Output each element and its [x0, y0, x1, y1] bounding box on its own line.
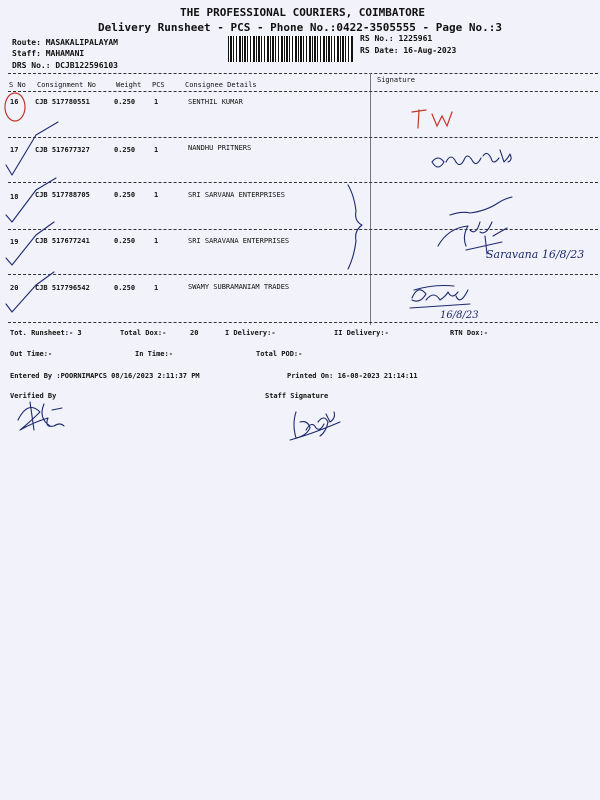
total-dox-label: Total Dox:- — [120, 329, 167, 337]
row-weight: 0.250 — [114, 237, 136, 245]
col-sno: S No — [9, 81, 26, 89]
tot-runsheet: Tot. Runsheet:- 3 — [10, 329, 82, 337]
col-consignee: Consignee Details — [185, 81, 257, 89]
runsheet-subtitle: Delivery Runsheet - PCS - Phone No.:0422-3505555 - Page No.:3 — [98, 21, 502, 34]
col-weight: Weight — [116, 81, 142, 89]
i-delivery-label: I Delivery:- — [225, 329, 276, 337]
printed-on: Printed On: 16-08-2023 21:14:11 — [287, 372, 418, 380]
row-consignee: SWAMY SUBRAMANIAM TRADES — [188, 283, 290, 291]
col-signature: Signature — [377, 76, 415, 84]
row-consignment: CJB 517788705 — [35, 191, 90, 199]
row-sno: 20 — [10, 284, 19, 292]
rs-date: RS Date: 16-Aug-2023 — [360, 46, 457, 55]
staff-label: Staff: MAHAMANI — [12, 49, 85, 58]
rs-number: RS No.: 1225961 — [360, 34, 433, 43]
row-consignee: SENTHIL KUMAR — [188, 98, 243, 106]
staff-signature — [290, 412, 340, 440]
ii-delivery-label: II Delivery:- — [334, 329, 389, 337]
verified-by-signature — [18, 402, 64, 430]
row-pcs: 1 — [154, 191, 159, 199]
row-pcs: 1 — [154, 98, 159, 106]
row16-signature — [412, 110, 452, 128]
row-consignment: CJB 517796542 — [35, 284, 90, 292]
verified-by-label: Verified By — [10, 392, 57, 400]
entered-by: Entered By :POORNIMAPCS 08/16/2023 2:11:37 PM — [10, 372, 200, 380]
total-pod-label: Total POD:- — [256, 350, 303, 358]
row-consignee: NANDHU PRITNERS — [188, 144, 252, 152]
row-consignee: SRI SARVANA ENTERPRISES — [188, 191, 285, 199]
row-sno: 17 — [10, 146, 19, 154]
route-label: Route: MASAKALIPALAYAM — [12, 38, 118, 47]
row20-signature — [410, 286, 470, 309]
row-sno: 19 — [10, 238, 19, 246]
row-pcs: 1 — [154, 237, 159, 245]
rtn-dox-label: RTN Dox:- — [450, 329, 488, 337]
row20-signature-date: 16/8/23 — [440, 310, 479, 321]
row-pcs: 1 — [154, 284, 159, 292]
col-pcs: PCS — [152, 81, 165, 89]
in-time-label: In Time:- — [135, 350, 173, 358]
drs-label: DRS No.: DCJB122596103 — [12, 61, 118, 70]
row-consignee: SRI SARAVANA ENTERPRISES — [188, 237, 290, 245]
row18-19-signature-text: Saravana 16/8/23 — [486, 248, 585, 261]
out-time-label: Out Time:- — [10, 350, 53, 358]
tick-mark — [6, 222, 54, 265]
col-consignment: Consignment No — [37, 81, 97, 89]
row18-19-signature — [438, 197, 512, 254]
row-weight: 0.250 — [114, 146, 136, 154]
brace-mark — [348, 185, 362, 269]
row-weight: 0.250 — [114, 98, 136, 106]
tick-mark — [6, 272, 54, 312]
row-consignment: CJB 517677327 — [35, 146, 90, 154]
row-weight: 0.250 — [114, 284, 136, 292]
row-consignment: CJB 517780551 — [35, 98, 90, 106]
total-dox-value: 20 — [190, 329, 199, 337]
row-sno: 16 — [10, 98, 19, 106]
tick-mark — [6, 122, 58, 175]
row-weight: 0.250 — [114, 191, 136, 199]
row-consignment: CJB 517677241 — [35, 237, 90, 245]
company-title: THE PROFESSIONAL COURIERS, COIMBATORE — [180, 6, 426, 19]
tick-mark — [6, 178, 56, 222]
staff-signature-label: Staff Signature — [265, 392, 329, 400]
row-sno: 18 — [10, 193, 19, 201]
row-pcs: 1 — [154, 146, 159, 154]
row17-signature — [432, 150, 511, 167]
circle-mark — [5, 93, 25, 121]
